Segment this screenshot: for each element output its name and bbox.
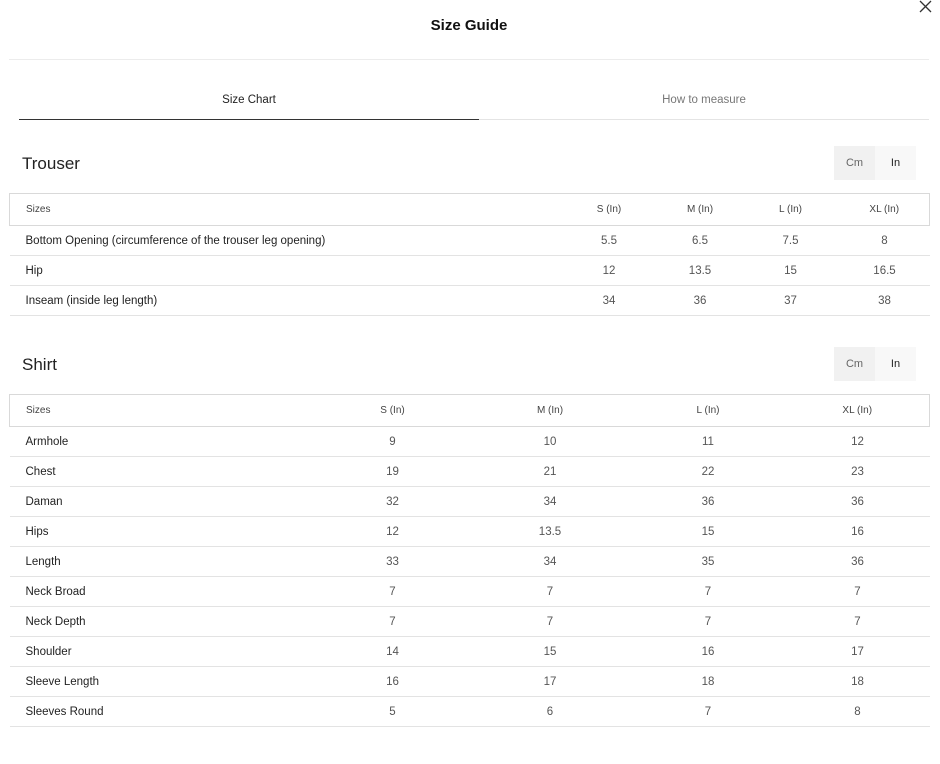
trouser-size-table	[9, 193, 930, 316]
shirt-section-title: Shirt	[22, 355, 57, 374]
measurement-value: 19	[316, 457, 470, 487]
measurement-value: 36	[786, 547, 930, 577]
measurement-value: 7	[631, 607, 786, 637]
measurement-label: Hips	[10, 517, 316, 547]
measurement-value: 17	[786, 637, 930, 667]
shirt-size-table	[9, 394, 930, 727]
measurement-label: Armhole	[10, 427, 316, 457]
close-icon	[917, 0, 933, 14]
size-column-header: M (In)	[659, 194, 742, 226]
measurement-label: Inseam (inside leg length)	[10, 286, 560, 316]
measurement-value: 16	[316, 667, 470, 697]
tab-size-chart[interactable]: Size Chart	[19, 86, 479, 120]
table-row	[10, 226, 930, 256]
measurement-value: 18	[631, 667, 786, 697]
trouser-unit-cm-button[interactable]: Cm	[834, 146, 875, 180]
measurement-value: 6	[470, 697, 631, 727]
measurement-value: 10	[470, 427, 631, 457]
measurement-value: 14	[316, 637, 470, 667]
table-row	[10, 517, 930, 547]
size-column-header: S (In)	[560, 194, 659, 226]
measurement-value: 15	[470, 637, 631, 667]
measurement-value: 7.5	[742, 226, 840, 256]
measurement-value: 5	[316, 697, 470, 727]
size-column-header: L (In)	[742, 194, 840, 226]
measurement-value: 8	[840, 226, 930, 256]
measurement-label: Chest	[10, 457, 316, 487]
table-row	[10, 697, 930, 727]
close-button[interactable]	[917, 0, 933, 14]
measurement-value: 22	[631, 457, 786, 487]
size-column-header: S (In)	[316, 395, 470, 427]
trouser-unit-in-button[interactable]: In	[875, 146, 916, 180]
measurement-value: 6.5	[659, 226, 742, 256]
modal-title: Size Guide	[430, 17, 508, 34]
measurement-value: 38	[840, 286, 930, 316]
measurement-label: Neck Broad	[10, 577, 316, 607]
size-column-header: M (In)	[470, 395, 631, 427]
measurement-value: 7	[316, 577, 470, 607]
sizes-column-header: Sizes	[10, 395, 316, 427]
measurement-value: 35	[631, 547, 786, 577]
measurement-label: Bottom Opening (circumference of the trouser leg opening)	[10, 226, 560, 256]
measurement-value: 7	[316, 607, 470, 637]
measurement-value: 36	[631, 487, 786, 517]
measurement-value: 8	[786, 697, 930, 727]
modal-header	[9, 0, 929, 60]
measurement-value: 13.5	[470, 517, 631, 547]
measurement-value: 7	[470, 607, 631, 637]
measurement-value: 5.5	[560, 226, 659, 256]
table-row	[10, 457, 930, 487]
measurement-label: Hip	[10, 256, 560, 286]
measurement-value: 34	[470, 487, 631, 517]
size-column-header: XL (In)	[786, 395, 930, 427]
measurement-value: 15	[742, 256, 840, 286]
measurement-value: 16	[631, 637, 786, 667]
table-row	[10, 286, 930, 316]
table-header-row	[10, 194, 930, 226]
sizes-column-header: Sizes	[10, 194, 560, 226]
measurement-label: Length	[10, 547, 316, 577]
table-row	[10, 547, 930, 577]
measurement-label: Neck Depth	[10, 607, 316, 637]
measurement-value: 21	[470, 457, 631, 487]
measurement-value: 12	[316, 517, 470, 547]
measurement-value: 16.5	[840, 256, 930, 286]
table-row	[10, 667, 930, 697]
measurement-label: Daman	[10, 487, 316, 517]
measurement-value: 7	[786, 607, 930, 637]
measurement-value: 36	[659, 286, 742, 316]
table-row	[10, 256, 930, 286]
measurement-value: 7	[631, 697, 786, 727]
measurement-value: 15	[631, 517, 786, 547]
table-row	[10, 577, 930, 607]
measurement-label: Sleeve Length	[10, 667, 316, 697]
measurement-value: 7	[786, 577, 930, 607]
tab-bar	[19, 86, 929, 120]
size-column-header: XL (In)	[840, 194, 930, 226]
measurement-value: 34	[560, 286, 659, 316]
trouser-section-title: Trouser	[22, 154, 80, 173]
shirt-unit-cm-button[interactable]: Cm	[834, 347, 875, 381]
trouser-unit-toggle	[834, 146, 916, 180]
size-column-header: L (In)	[631, 395, 786, 427]
shirt-unit-in-button[interactable]: In	[875, 347, 916, 381]
shirt-unit-toggle	[834, 347, 916, 381]
measurement-value: 9	[316, 427, 470, 457]
table-header-row	[10, 395, 930, 427]
measurement-value: 17	[470, 667, 631, 697]
table-row	[10, 487, 930, 517]
measurement-value: 32	[316, 487, 470, 517]
measurement-value: 18	[786, 667, 930, 697]
measurement-value: 37	[742, 286, 840, 316]
measurement-label: Shoulder	[10, 637, 316, 667]
table-row	[10, 427, 930, 457]
measurement-value: 36	[786, 487, 930, 517]
measurement-value: 12	[786, 427, 930, 457]
measurement-value: 34	[470, 547, 631, 577]
measurement-value: 23	[786, 457, 930, 487]
measurement-value: 33	[316, 547, 470, 577]
measurement-value: 7	[470, 577, 631, 607]
measurement-value: 13.5	[659, 256, 742, 286]
table-row	[10, 637, 930, 667]
measurement-value: 7	[631, 577, 786, 607]
measurement-value: 12	[560, 256, 659, 286]
table-row	[10, 607, 930, 637]
tab-how-to-measure[interactable]: How to measure	[662, 94, 746, 106]
measurement-value: 11	[631, 427, 786, 457]
measurement-label: Sleeves Round	[10, 697, 316, 727]
measurement-value: 16	[786, 517, 930, 547]
